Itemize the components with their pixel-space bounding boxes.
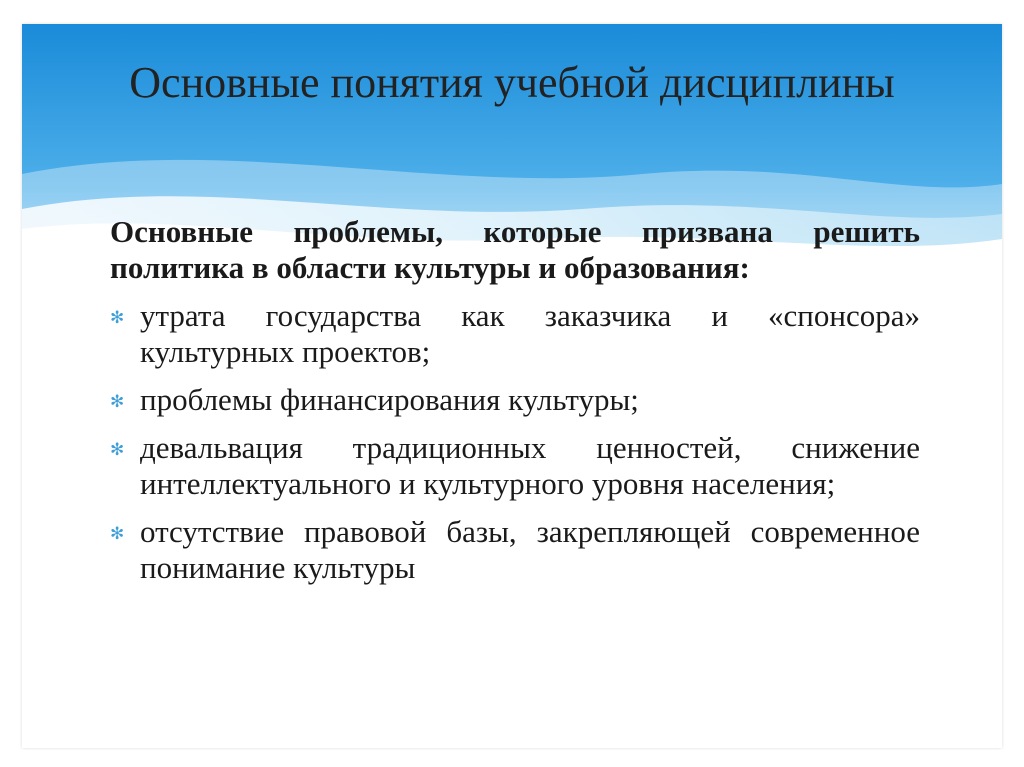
asterisk-icon: ✻ — [110, 392, 125, 412]
asterisk-icon: ✻ — [110, 440, 125, 460]
asterisk-icon: ✻ — [110, 308, 125, 328]
list-item-text: проблемы финансирования культуры; — [140, 382, 639, 417]
bullet-list — [110, 298, 920, 586]
list-item — [110, 514, 920, 586]
list-item-text: девальвация традиционных ценностей, снижение интеллектуального и культурного уровня населения; — [140, 430, 920, 501]
list-item — [110, 382, 920, 418]
list-item — [110, 430, 920, 502]
list-item — [110, 298, 920, 370]
list-item-text: отсутствие правовой базы, закрепляющей современное понимание культуры — [140, 514, 920, 585]
intro-text: Основные проблемы, которые призвана решить политика в области культуры и образования: — [110, 214, 920, 285]
asterisk-icon: ✻ — [110, 524, 125, 544]
slide-body — [110, 214, 920, 598]
list-item-text: утрата государства как заказчика и «спонсора» культурных проектов; — [140, 298, 920, 369]
slide — [22, 24, 1002, 748]
slide-title: Основные понятия учебной дисциплины — [129, 58, 895, 107]
